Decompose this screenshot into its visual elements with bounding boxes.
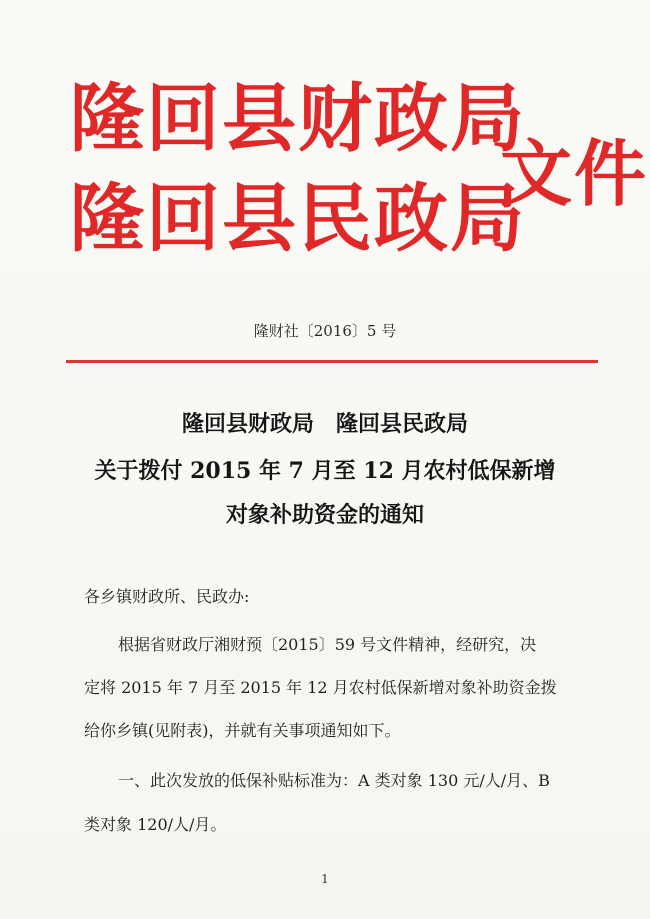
title-line-2: 关于拨付 2015 年 7 月至 12 月农村低保新增 <box>94 458 556 484</box>
paragraph-1-line: 给你乡镇(见附表)，并就有关事项通知如下。 <box>84 721 401 740</box>
paragraph-1-line: 定将 2015 年 7 月至 2015 年 12 月农村低保新增对象补助资金拨 <box>84 678 557 697</box>
document-word: 文件 <box>500 131 649 216</box>
red-divider-line <box>66 360 598 363</box>
salutation: 各乡镇财政所、民政办: <box>84 587 250 606</box>
paragraph-2-line: 类对象 120/人/月。 <box>84 815 227 834</box>
title-line-3: 对象补助资金的通知 <box>225 502 424 528</box>
issuer-civil-affairs-bureau: 隆回县民政局 <box>70 176 526 262</box>
red-header <box>70 76 649 290</box>
paragraph-1-line: 根据省财政厅湘财预〔2015〕59 号文件精神，经研究，决 <box>118 635 537 654</box>
page-number: 1 <box>321 872 329 886</box>
paragraph-2-line: 一、此次发放的低保补贴标准为：A 类对象 130 元/人/月、B <box>118 771 550 790</box>
issuer-finance-bureau: 隆回县财政局 <box>70 76 526 162</box>
document-number: 隆财社〔2016〕5 号 <box>253 322 397 340</box>
title-line-1: 隆回县财政局 隆回县民政局 <box>181 411 468 437</box>
